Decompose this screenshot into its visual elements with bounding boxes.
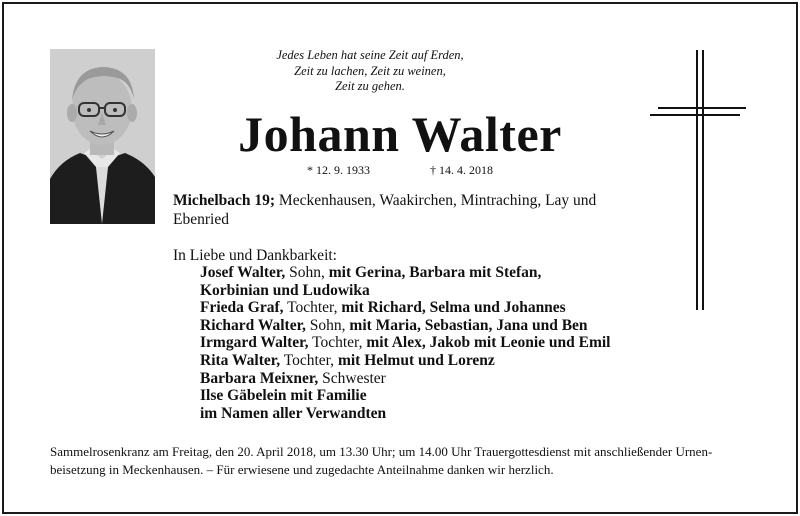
- address-block: [173, 192, 613, 229]
- deceased-name: Johann Walter: [238, 106, 562, 162]
- portrait-image: [50, 49, 155, 224]
- family-with: im Namen aller Verwandten: [200, 404, 387, 422]
- family-relation: Tochter,: [280, 351, 335, 369]
- family-entry: [200, 387, 611, 405]
- family-entry: [200, 334, 611, 352]
- family-entry: [200, 317, 611, 335]
- street-address: Michelbach 19;: [173, 192, 276, 209]
- family-entry: [200, 352, 611, 370]
- quote-block: [220, 48, 520, 95]
- family-name: Josef Walter,: [200, 264, 286, 281]
- places-list: Meckenhausen, Waakirchen, Mintraching, Lay und Ebenried: [173, 192, 597, 228]
- death-date: † 14. 4. 2018: [430, 163, 493, 177]
- family-list: [200, 264, 611, 422]
- family-relation: Sohn,: [305, 316, 346, 334]
- family-with: mit Maria, Sebastian, Jana und Ben: [345, 316, 588, 334]
- family-relation: Schwester: [318, 369, 386, 387]
- family-name: Barbara Meixner,: [200, 369, 319, 387]
- family-entry: [200, 405, 611, 423]
- family-relation: Tochter,: [283, 299, 338, 317]
- family-name: Irmgard Walter,: [200, 334, 309, 352]
- quote-line: Jedes Leben hat seine Zeit auf Erden,: [276, 48, 464, 62]
- family-entry: [200, 370, 611, 388]
- service-notice: Sammelrosenkranz am Freitag, den 20. April 2018, um 13.30 Uhr; um 14.00 Uhr Trauergottesdienst mit anschließender Urnen-beisetzung in Meckenhausen. – Für erwiesene und zugedachte Anteilnahme danken wir herzlich.: [50, 444, 713, 477]
- family-entry: [200, 299, 611, 317]
- family-with: Korbinian und Ludowika: [200, 281, 370, 299]
- family-name: Richard Walter,: [200, 316, 306, 334]
- family-with: mit Alex, Jakob mit Leonie und Emil: [362, 334, 611, 352]
- birth-date: * 12. 9. 1933: [307, 163, 370, 177]
- portrait-photo: [50, 49, 155, 224]
- cross-icon: [648, 48, 748, 312]
- family-relation: Tochter,: [308, 334, 363, 352]
- family-with: mit Helmut und Lorenz: [334, 351, 495, 369]
- family-entry: [200, 282, 611, 300]
- family-with: mit Gerina, Barbara mit Stefan,: [324, 264, 542, 281]
- family-name: Rita Walter,: [200, 351, 281, 369]
- family-name: Frieda Graf,: [200, 299, 284, 317]
- family-with: mit Richard, Selma und Johannes: [337, 299, 566, 317]
- quote-line: Zeit zu lachen, Zeit zu weinen,: [294, 63, 446, 78]
- mourning-intro: In Liebe und Dankbarkeit:: [173, 247, 337, 264]
- family-with: Ilse Gäbelein mit Familie: [200, 387, 367, 405]
- family-relation: Sohn,: [285, 264, 325, 281]
- quote-line: Zeit zu gehen.: [335, 79, 405, 93]
- family-entry: [200, 264, 611, 282]
